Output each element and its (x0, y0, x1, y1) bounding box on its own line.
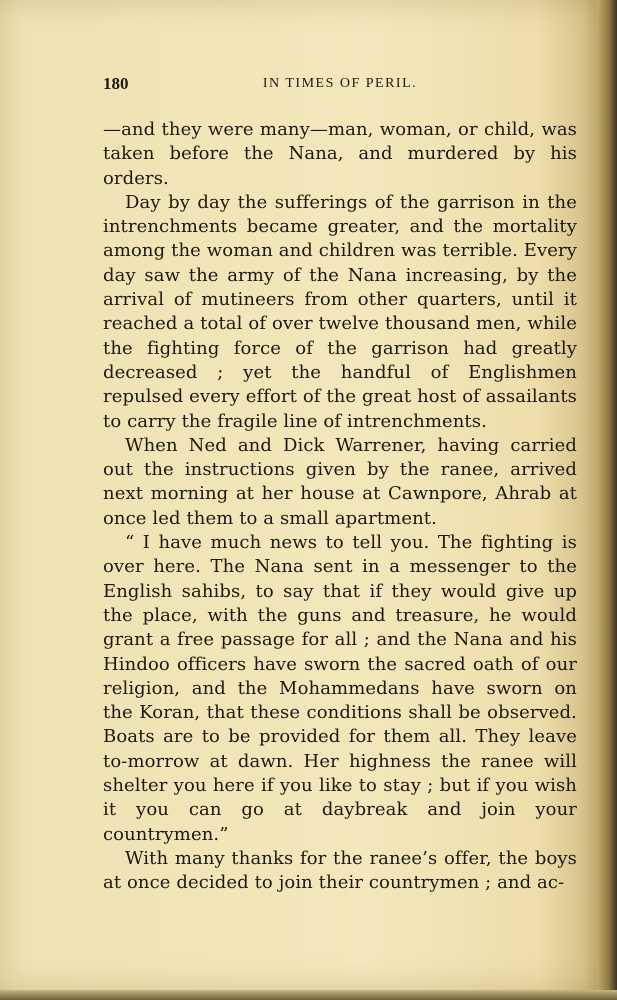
page-number: 180 (103, 74, 129, 93)
paragraph: Day by day the sufferings of the garrison in the intrenchments became greater, and the mortality among the woman and children was terrible. Every day saw the army of the Nana increasing, by the arrival of mutineers from other quarters, until it reached a total of over twelve thousand men, while the fighting force of the garrison had greatly decreased ; yet the handful of Englishmen repulsed every effort of the great host of assailants to carry the fragile line of intrenchments. (103, 191, 577, 432)
paragraph-continuation: —and they were many—man, woman, or child, was taken before the Nana, and murdered by his orders. (103, 119, 577, 189)
paragraph: With many thanks for the ranee’s offer, the boys at once decided to join their countrymen ; and ac- (103, 847, 577, 894)
page-bottom-edge (0, 990, 617, 1000)
paragraph: When Ned and Dick Warrener, having carried out the instructions given by the ranee, arrived next morning at her house at Cawnpore, Ahrab at once led them to a small apartment. (103, 434, 577, 529)
page-header (103, 74, 577, 98)
paragraph: “ I have much news to tell you. The fighting is over here. The Nana sent in a messenger to the English sahibs, to say that if they would give up the place, with the guns and treasure, he would grant a free passage for all ; and the Nana and his Hindoo officers have sworn the sacred oath of our religion, and the Mohammedans have sworn on the Koran, that these conditions shall be observed. Boats are to be provided for them all. They leave to-morrow at dawn. Her highness the ranee will shelter you here if you like to stay ; but if you wish it you can go at daybreak and join your countrymen.” (103, 532, 577, 845)
body-text (103, 118, 577, 896)
book-spine-edge (597, 0, 617, 1000)
running-title: IN TIMES OF PERIL. (262, 76, 418, 91)
